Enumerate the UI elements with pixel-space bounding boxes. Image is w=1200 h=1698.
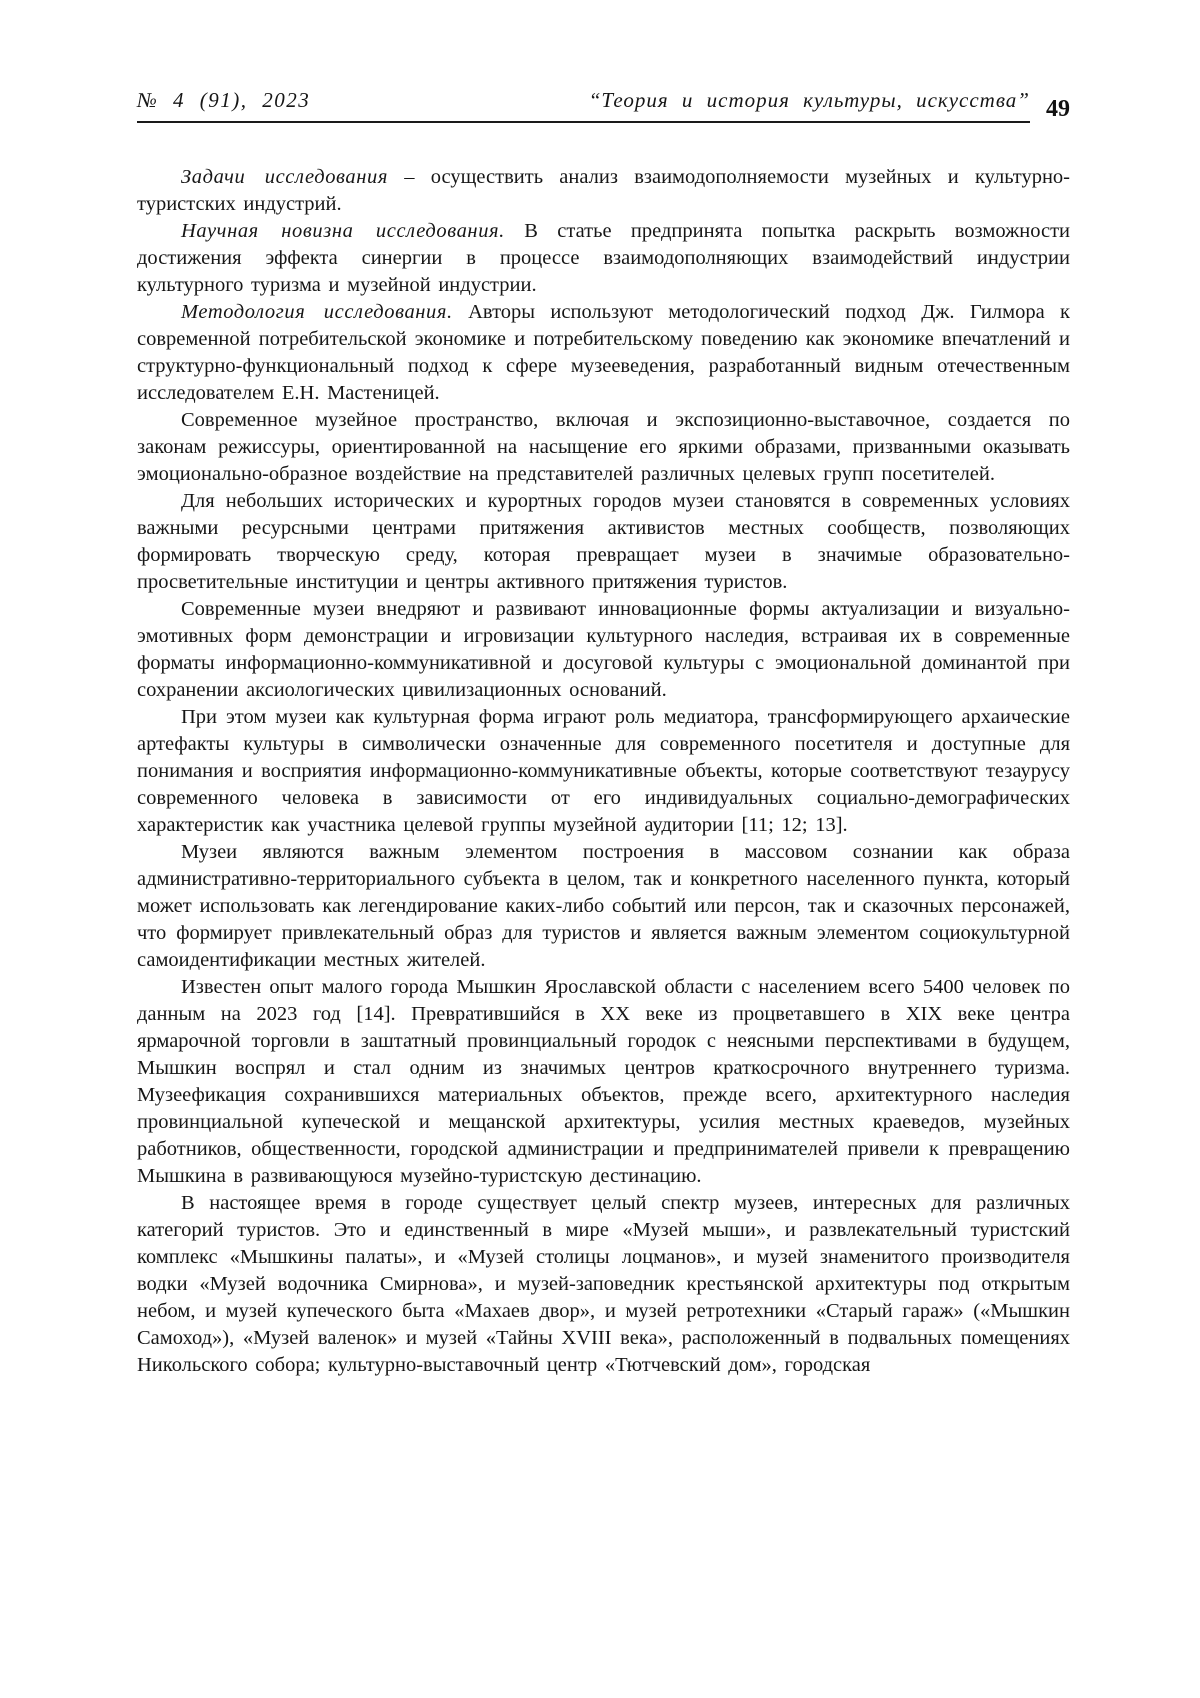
paragraph-text: При этом музеи как культурная форма играют роль медиатора, трансформирующего архаические артефакты культуры в символически означенные для современного посетителя и доступные для понимания и восприятия информационно-коммуникативные объекты, которые соответствуют тезаурусу современного человека в зависимости от его индивидуальных социально-демографических характеристик как участника целевой группы музейной аудитории [11; 12; 13].	[137, 706, 1070, 836]
paragraph-tasks	[137, 164, 1070, 218]
paragraph	[137, 488, 1070, 596]
header-rule	[137, 121, 1030, 123]
page-number: 49	[1046, 96, 1070, 122]
paragraph-text: В статье предпринята попытка раскрыть возможности достижения эффекта синергии в процессе взаимодополняющих взаимодействий индустрии культурного туризма и музейной индустрии.	[137, 220, 1071, 296]
header-left	[137, 88, 1030, 123]
paragraph-myshkin	[137, 974, 1070, 1190]
paragraph-text: Современные музеи внедряют и развивают инновационные формы актуализации и визуально-эмотивных форм демонстрации и игровизации культурного наследия, встраивая их в современные форматы информационно-коммуникативной и досуговой культуры с эмоциональной доминантой при сохранении аксиологических цивилизационных оснований.	[137, 598, 1070, 701]
paragraph-text: – осуществить анализ взаимодополняемости музейных и культурно-туристских индустрий.	[137, 166, 1071, 215]
paragraph-text: Современное музейное пространство, включая и экспозиционно-выставочное, создается по законам режиссуры, ориентированной на насыщение его яркими образами, призванными оказывать эмоционально-образное воздействие на представителей различных целевых групп посетителей.	[137, 409, 1070, 485]
header-text-row	[137, 88, 1030, 121]
page-header	[137, 88, 1070, 123]
paragraph-methodology	[137, 299, 1070, 407]
paragraph	[137, 596, 1070, 704]
paragraph-lead: Научная новизна исследования.	[181, 220, 505, 242]
paragraph	[137, 704, 1070, 839]
paragraph-museums-list	[137, 1190, 1070, 1379]
paragraph-text: Музеи являются важным элементом построения в массовом сознании как образа административно-территориального субъекта в целом, так и конкретного населенного пункта, который может использовать как легендирование каких-либо событий или персон, так и сказочных персонажей, что формирует привлекательный образ для туристов и является важным элементом социокультурной самоидентификации местных жителей.	[137, 841, 1070, 971]
paragraph-lead: Методология исследования.	[181, 301, 453, 323]
paragraph-text: В настоящее время в городе существует целый спектр музеев, интересных для различных категорий туристов. Это и единственный в мире «Музей мыши», и развлекательный туристский комплекс «Мышкины палаты», и «Музей столицы лоцманов», и музей знаменитого производителя водки «Музей водочника Смирнова», и музей-заповедник крестьянской архитектуры под открытым небом, и музей купеческого быта «Махаев двор», и музей ретротехники «Старый гараж» («Мышкин Самоход»), «Музей валенок» и музей «Тайны XVIII века», расположенный в подвальных помещениях Никольского собора; культурно-выставочный центр «Тютчевский дом», городская	[137, 1192, 1070, 1376]
issue-info: № 4 (91), 2023	[137, 88, 311, 112]
article-body	[137, 164, 1070, 1379]
paragraph-text: Авторы используют методологический подход Дж. Гилмора к современной потребительской экономике и потребительскому поведению как экономике впечатлений и структурно-функциональный подход к сфере музееведения, разработанный видным отечественным исследователем Е.Н. Мастеницей.	[137, 301, 1070, 404]
paragraph	[137, 407, 1070, 488]
paragraph-lead: Задачи исследования	[181, 166, 389, 188]
paragraph-text: Известен опыт малого города Мышкин Ярославской области с населением всего 5400 человек по данным на 2023 год [14]. Превратившийся в XX веке из процветавшего в XIX веке центра ярмарочной торговли в заштатный провинциальный городок с неясными перспективами в будущем, Мышкин воспрял и стал одним из значимых центров краткосрочного внутреннего туризма. Музеефикация сохранившихся материальных объектов, прежде всего, архитектурного наследия провинциальной купеческой и мещанской архитектуры, усилия местных краеведов, музейных работников, общественности, городской администрации и предпринимателей привели к превращению Мышкина в развивающуюся музейно-туристскую дестинацию.	[137, 976, 1070, 1187]
paragraph-text: Для небольших исторических и курортных городов музеи становятся в современных условиях важными ресурсными центрами притяжения активистов местных сообществ, позволяющих формировать творческую среду, которая превращает музеи в значимые образовательно-просветительные институции и центры активного притяжения туристов.	[137, 490, 1070, 593]
paragraph	[137, 839, 1070, 974]
journal-title: “Теория и история культуры, искусства”	[588, 88, 1030, 112]
paragraph-novelty	[137, 218, 1070, 299]
